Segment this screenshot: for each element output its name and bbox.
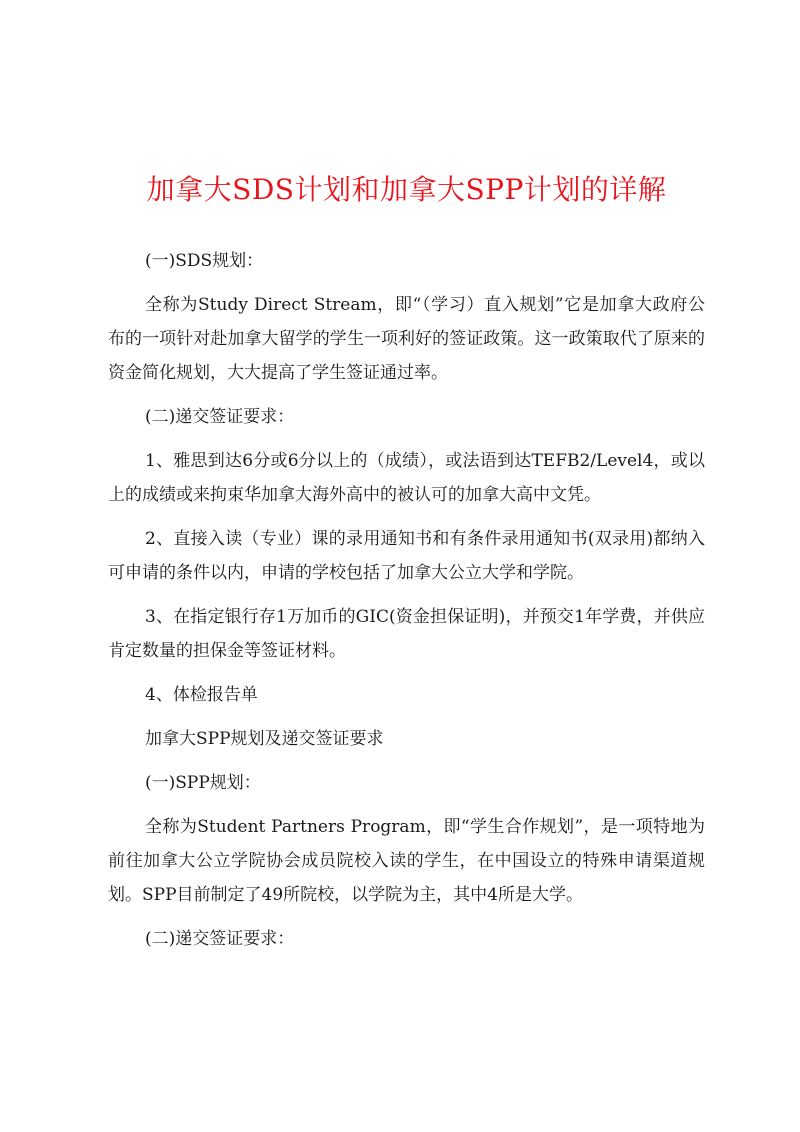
section-heading-spp-overview: 加拿大SPP规划及递交签证要求 <box>145 729 384 749</box>
requirement-item-4: 4、体检报告单 <box>145 685 258 705</box>
section-heading-sds-requirements: (二)递交签证要求： <box>145 407 295 427</box>
paragraph-sds-description: 全称为Study Direct Stream，即“（学习）直入规划”它是加拿大政府公布的一项针对赴加拿大留学的学生一项利好的签证政策。这一政策取代了原来的资金简化规划，大大提高了学生签证通过率。 <box>108 295 705 383</box>
document-title: 加拿大SDS计划和加拿大SPP计划的详解 <box>146 173 667 206</box>
requirement-item-2: 2、直接入读（专业）课的录用通知书和有条件录用通知书(双录用)都纳入可申请的条件以内，申请的学校包括了加拿大公立大学和学院。 <box>108 529 705 583</box>
document-body <box>108 244 705 956</box>
section-heading-sds: (一)SDS规划： <box>145 251 264 271</box>
requirement-item-1: 1、雅思到达6分或6分以上的（成绩），或法语到达TEFB2/Level4，或以上的成绩或来拘束华加拿大海外高中的被认可的加拿大高中文凭。 <box>108 451 705 505</box>
paragraph-spp-description: 全称为Student Partners Program，即“学生合作规划”，是一项特地为前往加拿大公立学院协会成员院校入读的学生，在中国设立的特殊申请渠道规划。SPP目前制定了49所院校，以学院为主，其中4所是大学。 <box>108 817 705 905</box>
requirement-item-3: 3、在指定银行存1万加币的GIC(资金担保证明)，并预交1年学费，并供应肯定数量的担保金等签证材料。 <box>108 607 705 661</box>
section-heading-spp: (一)SPP规划： <box>145 773 261 793</box>
section-heading-spp-requirements: (二)递交签证要求： <box>145 929 295 949</box>
